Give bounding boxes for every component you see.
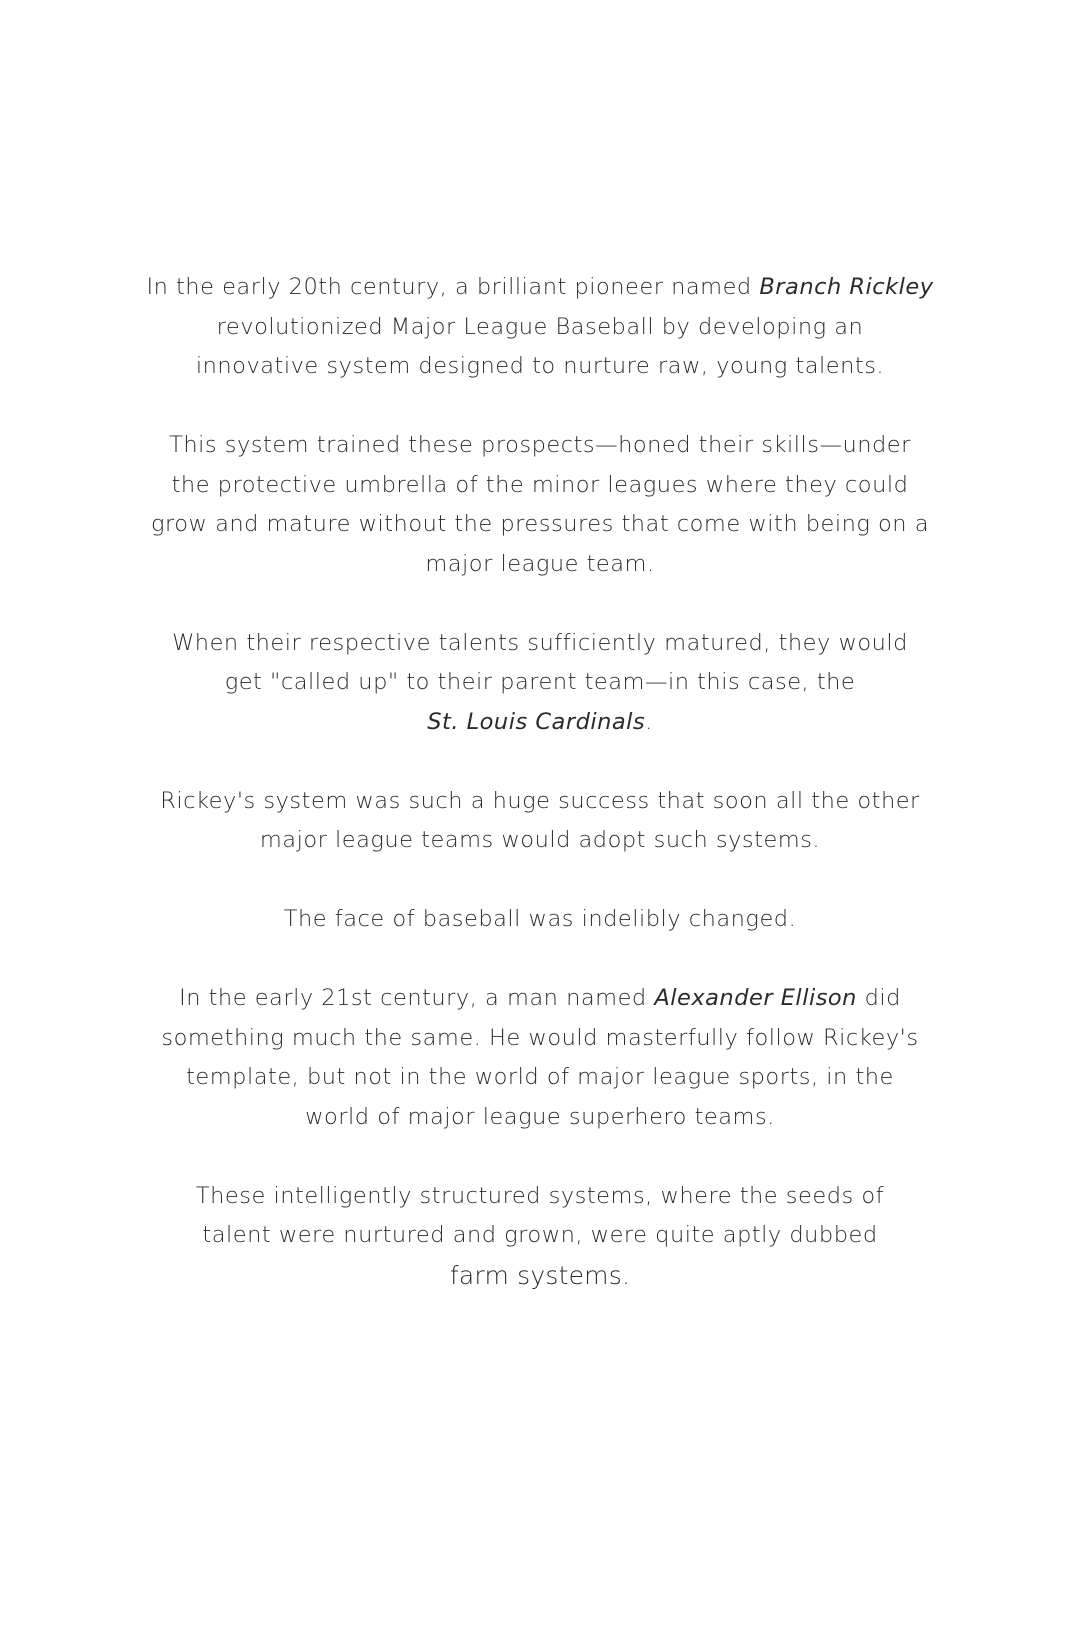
- italic-team-name: St. Louis Cardinals: [427, 708, 646, 735]
- text-line: Rickey's system was such a huge success that soon all the other: [160, 787, 920, 814]
- paragraph: [140, 426, 940, 584]
- text-line: major league team.: [425, 550, 655, 577]
- text-line: When their respective talents sufficiently matured, they would: [172, 629, 908, 656]
- paragraph: [140, 782, 940, 861]
- emphasized-term: farm systems.: [449, 1260, 631, 1290]
- text-line: grow and mature without the pressures that come with being on a: [150, 511, 929, 537]
- text-line: In the early 20th century, a brilliant pioneer named Branch Rickley: [146, 274, 934, 300]
- text-line: template, but not in the world of major league sports, in the: [186, 1064, 894, 1090]
- body-text: [140, 268, 940, 1295]
- paragraph: [140, 900, 940, 940]
- text-line: St. Louis Cardinals.: [427, 708, 653, 735]
- text-line: The face of baseball was indelibly changed.: [283, 906, 797, 932]
- paragraph: [140, 624, 940, 743]
- text-line: get "called up" to their parent team—in this case, the: [224, 669, 856, 695]
- text-line: These intelligently structured systems, where the seeds of: [195, 1182, 885, 1209]
- italic-name: Branch Rickley: [759, 274, 934, 300]
- paragraph: [140, 979, 940, 1137]
- paragraph: [140, 268, 940, 387]
- text-line: talent were nurtured and grown, were quite aptly dubbed: [202, 1222, 878, 1248]
- paragraph: [140, 1177, 940, 1296]
- text-line: something much the same. He would masterfully follow Rickey's: [161, 1024, 919, 1051]
- text-line: revolutionized Major League Baseball by developing an: [216, 313, 864, 340]
- text-line: the protective umbrella of the minor leagues where they could: [171, 471, 909, 498]
- text-line: world of major league superhero teams.: [305, 1103, 775, 1130]
- text-line: innovative system designed to nurture raw, young talents.: [195, 353, 885, 379]
- text-line: major league teams would adopt such systems.: [259, 827, 821, 853]
- text-line: In the early 21st century, a man named Alexander Ellison did: [179, 985, 901, 1011]
- text-line: This system trained these prospects—honed their skills—under: [169, 432, 911, 458]
- italic-name: Alexander Ellison: [654, 985, 857, 1011]
